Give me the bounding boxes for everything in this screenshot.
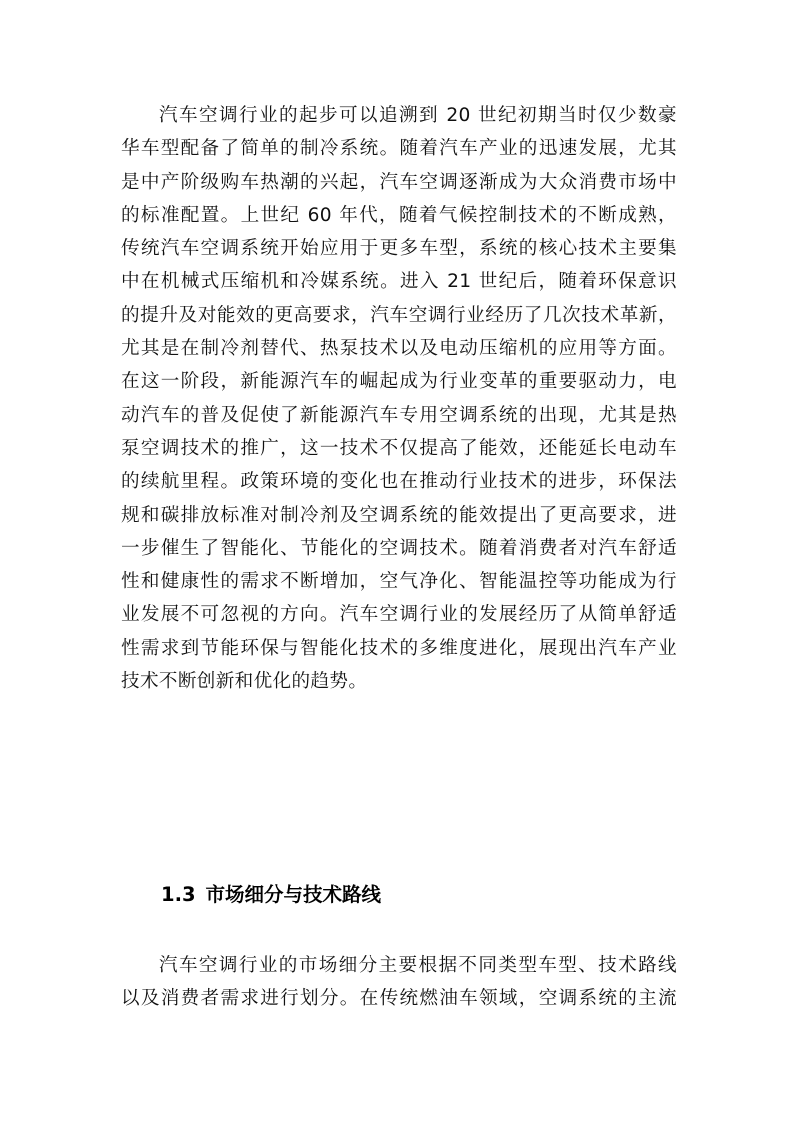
section-heading [161,879,381,911]
text-line: 汽车空调行业的起步可以追溯到 20 世纪初期当时仅少数豪 [159,105,677,126]
text-line: 一步催生了智能化、节能化的空调技术。随着消费者对汽车舒适 [121,537,677,559]
paragraph-history [121,99,677,698]
text-line: 规和碳排放标准对制冷剂及空调系统的能效提出了更高要求，进 [121,504,677,526]
text-line: 的提升及对能效的更高要求，汽车空调行业经历了几次技术革新， [121,304,677,326]
text-line: 是中产阶级购车热潮的兴起，汽车空调逐渐成为大众消费市场中 [121,171,677,193]
text-line: 泵空调技术的推广，这一技术不仅提高了能效，还能延长电动车 [121,437,677,459]
text-line: 技术不断创新和优化的趋势。 [121,671,368,693]
text-line: 传统汽车空调系统开始应用于更多车型，系统的核心技术主要集 [121,238,677,260]
text-line: 以及消费者需求进行划分。在传统燃油车领域，空调系统的主流 [121,988,677,1010]
text-line: 尤其是在制冷剂替代、热泵技术以及电动压缩机的应用等方面。 [121,338,677,360]
text-line: 在这一阶段，新能源汽车的崛起成为行业变革的重要驱动力，电 [121,371,677,393]
text-line: 动汽车的普及促使了新能源汽车专用空调系统的出现，尤其是热 [121,404,677,426]
paragraph-segmentation [121,949,677,1016]
text-line: 华车型配备了简单的制冷系统。随着汽车产业的迅速发展，尤其 [121,138,677,160]
text-line: 业发展不可忽视的方向。汽车空调行业的发展经历了从简单舒适 [121,604,677,626]
text-line: 性和健康性的需求不断增加，空气净化、智能温控等功能成为行 [121,571,677,593]
section-number: 1.3 [161,883,196,906]
text-line: 汽车空调行业的市场细分主要根据不同类型车型、技术路线 [159,955,677,976]
text-line: 的标准配置。上世纪 60 年代，随着气候控制技术的不断成熟， [121,204,677,226]
text-line: 性需求到节能环保与智能化技术的多维度进化，展现出汽车产业 [121,637,677,659]
section-title: 市场细分与技术路线 [205,883,382,906]
text-line: 中在机械式压缩机和冷媒系统。进入 21 世纪后，随着环保意识 [121,271,677,293]
text-line: 的续航里程。政策环境的变化也在推动行业技术的进步，环保法 [121,471,677,493]
